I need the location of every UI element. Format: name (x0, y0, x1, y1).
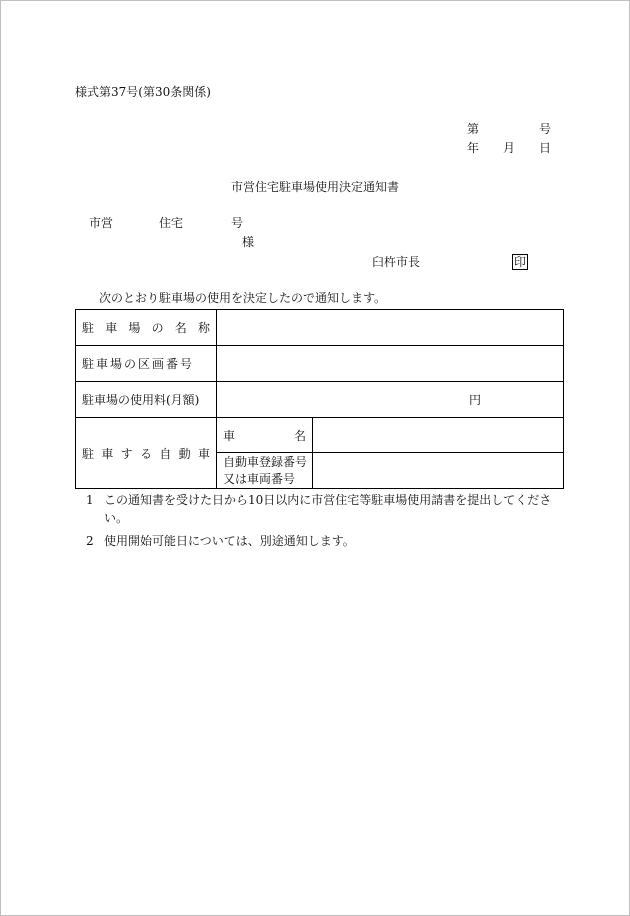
label-char: 車 (105, 321, 118, 335)
number-suffix: 号 (539, 122, 552, 136)
label-monthly-fee: 駐車場の使用料(月額) (76, 382, 217, 418)
note-number: 1 (86, 493, 94, 507)
note-number: 2 (86, 534, 94, 548)
table-row (76, 382, 564, 418)
table-row (76, 310, 564, 346)
number-prefix: 第 (467, 122, 480, 136)
label-char: 名 (174, 321, 187, 335)
label-char: 自 (159, 446, 172, 461)
label-char: の (151, 321, 164, 335)
issuer-name: 臼杵市長 (372, 255, 421, 269)
label-char: 動 (178, 446, 191, 461)
list-item (86, 491, 556, 527)
note-text: この通知書を受けた日から10日以内に市営住宅等駐車場使用請書を提出してください。 (104, 493, 552, 525)
date-year: 年 (467, 141, 480, 155)
label-char: 名 (293, 428, 306, 443)
label-vehicle (76, 418, 217, 489)
recipient-city: 市営 (89, 216, 114, 230)
recipient-honorific: 様 (242, 235, 255, 249)
form-id: 様式第37号(第30条関係) (75, 85, 211, 99)
label-char: 車 (223, 428, 236, 443)
label-char: 駐 (82, 446, 95, 461)
date-month: 月 (503, 141, 516, 155)
label-char: 称 (197, 321, 210, 335)
label-char: 車 (101, 446, 114, 461)
note-text: 使用開始可能日については、別途通知します。 (104, 534, 355, 548)
field-monthly-fee (217, 382, 564, 418)
table-row (76, 418, 564, 453)
recipient-number: 号 (231, 216, 244, 230)
seal-mark (512, 254, 528, 270)
table-row (76, 346, 564, 382)
notes-list (86, 491, 556, 555)
parking-form-table (75, 309, 564, 489)
field-registration-number (313, 453, 564, 489)
label-char: 車 (197, 446, 210, 461)
label-vehicle-name (217, 418, 313, 453)
field-vehicle-name (313, 418, 564, 453)
label-char: 場 (128, 321, 141, 335)
label-char: 駐 (82, 321, 95, 335)
document-title: 市営住宅駐車場使用決定通知書 (231, 180, 400, 194)
list-item (86, 532, 556, 550)
intro-text: 次のとおり駐車場の使用を決定したので通知します。 (99, 291, 387, 305)
recipient-housing: 住宅 (159, 216, 184, 230)
label-char: す (120, 446, 133, 461)
label-registration-number: 自動車登録番号 又は車両番号 (217, 453, 313, 489)
yen-unit: 円 (468, 393, 481, 407)
label-char: る (139, 446, 152, 461)
date-day: 日 (539, 141, 552, 155)
seal-text: 印 (514, 255, 527, 269)
field-space-number (217, 346, 564, 382)
field-parking-name (217, 310, 564, 346)
label-space-number: 駐車場の区画番号 (76, 346, 217, 382)
label-parking-name (76, 310, 217, 346)
